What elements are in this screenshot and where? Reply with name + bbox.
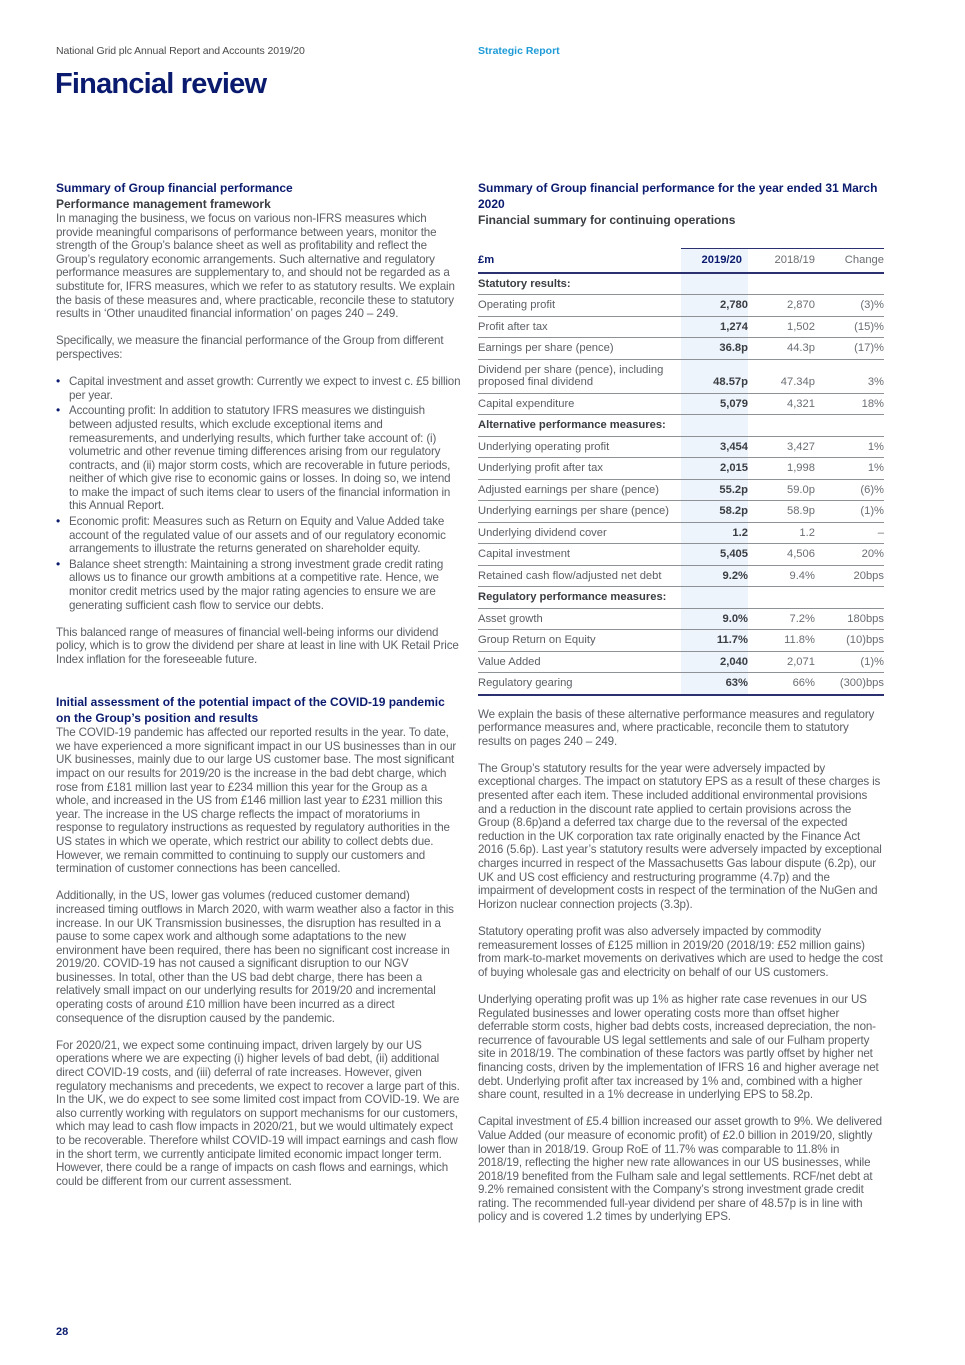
row-label: Value Added [478,651,681,673]
value-2018-19 [748,273,815,295]
value-change: 20% [815,544,884,566]
table-row [478,501,884,523]
table-row [478,522,884,544]
table-row [478,651,884,673]
row-label: Group Return on Equity [478,630,681,652]
value-change: (3)% [815,295,884,317]
value-2018-19: 47.34p [748,359,815,393]
row-label: Underlying dividend cover [478,522,681,544]
covid-paragraph-3: For 2020/21, we expect some continuing impact, driven largely by our US operations where we are expecting (i) higher levels of bad debt, (ii) additional direct COVID-19 costs, and (iii) deferral of rate increases. However, given regulatory mechanisms and precedents, we expect to recover a large part of this. In the UK, we do expect to see some limited cost impact from COVID-19. We are also currently working with regulators on support mechanisms for our customers, which may lead to cash flow impacts in 2020/21, but we would ultimately expect to be recoverable. Therefore whilst COVID-19 will impact earnings and cash flow in the short term, we currently anticipate limited economic impact longer term. However, there could be a range of impacts on cash flows and earnings, which could be different from our current assessment. [56,1038,460,1188]
value-2019-20: 2,015 [681,458,748,480]
value-2018-19: 59.0p [748,479,815,501]
value-2019-20: 5,079 [681,393,748,415]
statutory-results-paragraph: The Group’s statutory results for the year were adversely impacted by exceptional charges. The impact on statutory EPS as a result of these charges is presented after each item. These included additional environmental provisions and a reduction in the discount rate applied to certain provisions across the Group (8.6p)and a deferred tax charge due to the reversal of the expected reduction in the UK corporation tax rate originally enacted by the Finance Act 2016 (5.6p). Last year’s statutory results were adversely impacted by exceptional charges incurred in respect of the Massachusetts Gas labour dispute (6.2p), our UK and US cost efficiency and restructuring programme (4.7p) and the impairment of development costs in respect of the termination of the NuGen and Horizon nuclear connection projects (3.3p). [478,761,882,911]
value-2018-19: 66% [748,673,815,695]
value-change [815,587,884,609]
value-2018-19: 11.8% [748,630,815,652]
value-2019-20: 63% [681,673,748,695]
col-header-current-year: 2019/20 [681,249,748,273]
summary-table-subheading: Financial summary for continuing operations [478,213,736,227]
value-2018-19: 9.4% [748,565,815,587]
section-tag[interactable]: Strategic Report [478,45,560,57]
right-column [478,180,883,1238]
table-section-row [478,415,884,437]
value-2019-20: 11.7% [681,630,748,652]
value-change [815,415,884,437]
row-label: Underlying operating profit [478,436,681,458]
row-label: Earnings per share (pence) [478,338,681,360]
row-label: Profit after tax [478,316,681,338]
row-label: Regulatory gearing [478,673,681,695]
table-row [478,479,884,501]
value-2018-19: 1.2 [748,522,815,544]
list-item: • Economic profit: Measures such as Return on Equity and Value Added take account of the regulated value of our assets and of our regulatory economic arrangements to illustrate the returns generated on shareholder equity. [56,515,461,556]
page-number: 28 [56,1326,69,1338]
value-2018-19: 1,502 [748,316,815,338]
value-2018-19: 4,321 [748,393,815,415]
value-2019-20 [681,415,748,437]
left-column [56,180,461,1202]
row-label: Capital expenditure [478,393,681,415]
summary-table-heading: Summary of Group financial performance for the year ended 31 March 2020 [478,181,878,211]
col-header-change: Change [815,249,884,273]
value-change: 20bps [815,565,884,587]
value-2018-19: 2,870 [748,295,815,317]
list-item: • Balance sheet strength: Maintaining a strong investment grade credit rating allows us to finance our growth ambitions at a competitive rate. Hence, we monitor credit metrics used by the major rating agencies to ensure we are generating sufficient cash flow to service our debts. [56,558,461,612]
list-item: • Capital investment and asset growth: Currently we expect to invest c. £5 billion per year. [56,375,461,402]
remeasurement-paragraph: Statutory operating profit was also adversely impacted by commodity remeasurement losses of £125 million in 2019/20 (2018/19: £52 million gains) from mark-to-market movements on derivatives which are used to hedge the cost of buying wholesale gas and electricity on behalf of our US customers. [478,925,883,979]
col-header-prior-year: 2018/19 [748,249,815,273]
row-label: Underlying profit after tax [478,458,681,480]
row-label: Regulatory performance measures: [478,587,681,609]
col-header-unit: £m [478,249,681,273]
value-2018-19: 2,071 [748,651,815,673]
value-2019-20: 9.0% [681,608,748,630]
framework-subheading: Performance management framework [56,197,271,211]
value-2019-20: 2,040 [681,651,748,673]
row-label: Dividend per share (pence), including proposed final dividend [478,359,681,393]
value-2018-19: 58.9p [748,501,815,523]
value-2018-19 [748,415,815,437]
table-row [478,565,884,587]
perspectives-list [56,375,461,612]
covid-paragraph-2: Additionally, in the US, lower gas volumes (reduced customer demand) increased timing outflows in March 2020, with warm weather also a factor in this increase. In our UK Transmission businesses, the disruption has resulted in a pause to some capex work and although some adaptations to the new environment have been required, there has been no significant cost increase in 2019/20. COVID-19 has not caused a significant disruption to our NGV businesses. In total, other than the US bad debt charge, there has been a relatively small impact on our underlying results for 2019/20 and incremental operating costs of around £10 million have been incurred as a direct consequence of the disruption caused by the pandemic. [56,889,454,1025]
row-label: Underlying earnings per share (pence) [478,501,681,523]
value-2018-19: 3,427 [748,436,815,458]
value-2018-19: 1,998 [748,458,815,480]
capital-investment-paragraph: Capital investment of £5.4 billion increased our asset growth to 9%. We delivered Value Added (our measure of economic profit) of £2.0 billion in 2019/20, slightly lower than in 2018/19. Group RoE of 11.7% was comparable to 11.8% in 2018/19, reflecting the higher new rate allowances in our US businesses, while 2018/19 benefited from the Fulham sale and legal settlements. RCF/net debt at 9.2% remained consistent with the Company’s strong investment grade credit rating. The recommended full-year dividend per share of 48.57p is in line with policy and is covered 1.2 times by underlying EPS. [478,1115,882,1224]
covid-paragraph-1: The COVID-19 pandemic has affected our reported results in the year. To date, we have experienced a more significant impact in our US businesses than in our UK businesses, mainly due to our large US customer base. The most significant impact on our results for 2019/20 is the increase in the bad debt charge, which rose from £181 million last year to £234 million this year for the Group as a whole, and increased in the US from £146 million last year to £231 million this year. The increase in the US charge reflects the impact of moratoriums in response to regulatory instructions as requested by regulatory authorities in the US states in which we operate, which restrict our ability to collect debts due. However, we remain committed to continuing to supply our customers and termination of customer connections has been cancelled. [56,726,457,876]
value-change: (15)% [815,316,884,338]
framework-paragraph: In managing the business, we focus on various non-IFRS measures which provide meaningful comparisons of performance between years, monitor the strength of the Group’s balance sheet as well as profitability and reflect the Group’s regulatory economic arrangements. Such alternative and regulatory performance measures are supplementary to, and should not be regarded as a substitute for, IFRS measures, which we refer to as statutory results. We explain the basis of these measures and, where practicable, reconcile these to statutory results in ‘Other unaudited financial information’ on pages 240 – 249. [56,212,455,321]
value-2019-20: 9.2% [681,565,748,587]
running-head: National Grid plc Annual Report and Accounts 2019/20 [56,45,305,57]
table-row [478,436,884,458]
row-label: Retained cash flow/adjusted net debt [478,565,681,587]
apm-explanation: We explain the basis of these alternative performance measures and regulatory performance measures and, where practicable, reconcile them to statutory results on pages 240 – 249. [478,707,875,748]
table-header-row [478,249,884,273]
table-body [478,273,884,695]
value-change: 3% [815,359,884,393]
dividend-policy-paragraph: This balanced range of measures of financial well-being informs our dividend policy, which is to grow the dividend per share at least in line with UK Retail Price Index inflation for the foreseeable future. [56,625,459,666]
value-change: (300)bps [815,673,884,695]
value-2019-20: 1,274 [681,316,748,338]
value-2019-20: 5,405 [681,544,748,566]
table-row [478,295,884,317]
table-section-row [478,273,884,295]
value-change: 1% [815,458,884,480]
value-change: – [815,522,884,544]
value-2019-20: 48.57p [681,359,748,393]
table-row [478,393,884,415]
table-row [478,359,884,393]
value-2018-19: 7.2% [748,608,815,630]
row-label: Operating profit [478,295,681,317]
value-2019-20: 3,454 [681,436,748,458]
underlying-profit-paragraph: Underlying operating profit was up 1% as higher rate case revenues in our US Regulated businesses and lower operating costs more than offset higher deferrable storm costs, higher bad debts costs, increased depreciation, the non-recurrence of favourable US legal settlements and sale of our Fulham property site in 2018/19. The combination of these factors was partly offset by higher net financing costs, driven by the implementation of IFRS 16 and higher average net debt. Underlying profit after tax increased by 1% and, combined with a higher share count, resulted in a 1% decrease in underlying EPS to 58.2p. [478,992,879,1102]
table-row [478,630,884,652]
table-row [478,458,884,480]
value-2019-20: 2,780 [681,295,748,317]
row-label: Adjusted earnings per share (pence) [478,479,681,501]
value-change: 18% [815,393,884,415]
value-change [815,273,884,295]
row-label: Statutory results: [478,273,681,295]
table-row [478,673,884,695]
row-label: Capital investment [478,544,681,566]
value-change: (17)% [815,338,884,360]
value-change: 1% [815,436,884,458]
page-title: Financial review [55,68,267,100]
table-row [478,316,884,338]
table-row [478,338,884,360]
table-row [478,544,884,566]
summary-heading: Summary of Group financial performance [56,181,293,195]
value-change: (6)% [815,479,884,501]
value-2019-20: 55.2p [681,479,748,501]
row-label: Asset growth [478,608,681,630]
value-change: (10)bps [815,630,884,652]
value-2019-20: 58.2p [681,501,748,523]
perspectives-intro: Specifically, we measure the financial performance of the Group from different perspectives: [56,334,444,361]
value-change: 180bps [815,608,884,630]
value-2018-19 [748,587,815,609]
value-2019-20 [681,273,748,295]
table-section-row [478,587,884,609]
financial-summary-table [478,248,884,696]
covid-heading: Initial assessment of the potential impact of the COVID-19 pandemic on the Group’s position and results [56,695,445,726]
value-2018-19: 44.3p [748,338,815,360]
table-row [478,608,884,630]
row-label: Alternative performance measures: [478,415,681,437]
list-item: • Accounting profit: In addition to statutory IFRS measures we distinguish between adjusted results, which exclude exceptional items and remeasurements, and underlying results, which further take account of: (i) volumetric and other revenue timing differences arising from our regulatory contracts, and (ii) major storm costs, which are recoverable in future periods, neither of which give rise to economic gains or losses. In doing so, we intend to make the impact of such items clear to users of the financial information in this Annual Report. [56,404,461,513]
value-change: (1)% [815,651,884,673]
value-2019-20: 1.2 [681,522,748,544]
value-change: (1)% [815,501,884,523]
value-2019-20 [681,587,748,609]
value-2019-20: 36.8p [681,338,748,360]
value-2018-19: 4,506 [748,544,815,566]
